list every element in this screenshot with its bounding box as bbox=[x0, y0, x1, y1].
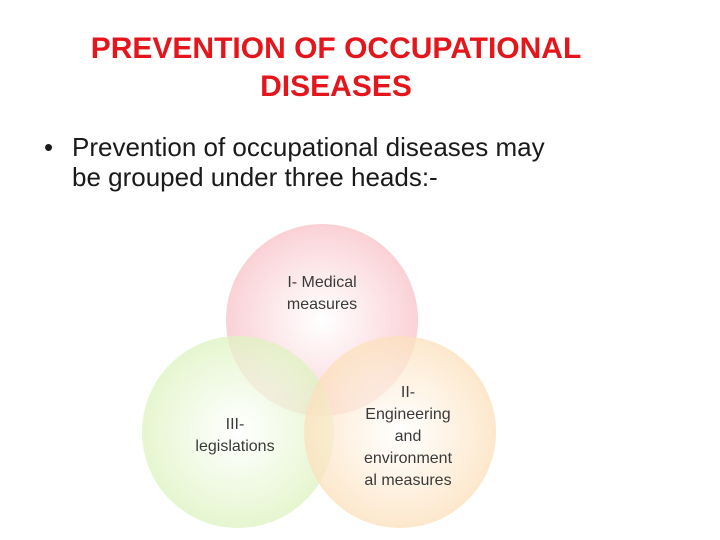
bullet-text-line-1: Prevention of occupational diseases may bbox=[72, 132, 545, 162]
venn-label-engineering-line-5: al measures bbox=[364, 472, 452, 489]
venn-label-legislations-line-2: legislations bbox=[195, 438, 275, 455]
venn-label-engineering bbox=[338, 382, 478, 492]
venn-label-engineering-line-2: Engineering bbox=[365, 406, 451, 423]
venn-label-medical-line-2: measures bbox=[286, 296, 358, 313]
venn-label-legislations-line-1: III- bbox=[225, 416, 245, 433]
title-line-2: DISEASES bbox=[260, 70, 412, 103]
title-line-1: PREVENTION OF OCCUPATIONAL bbox=[90, 32, 582, 65]
venn-label-medical-line-1: I- Medical bbox=[287, 274, 357, 291]
venn-label-medical bbox=[252, 272, 392, 316]
bullet-text-line-2: be grouped under three heads:- bbox=[72, 162, 438, 192]
venn-label-engineering-line-3: and bbox=[394, 428, 422, 445]
venn-label-engineering-line-4: environment bbox=[363, 450, 453, 467]
venn-label-legislations bbox=[170, 414, 300, 458]
venn-label-engineering-line-1: II- bbox=[400, 384, 416, 401]
bullet-icon: • bbox=[44, 132, 54, 162]
